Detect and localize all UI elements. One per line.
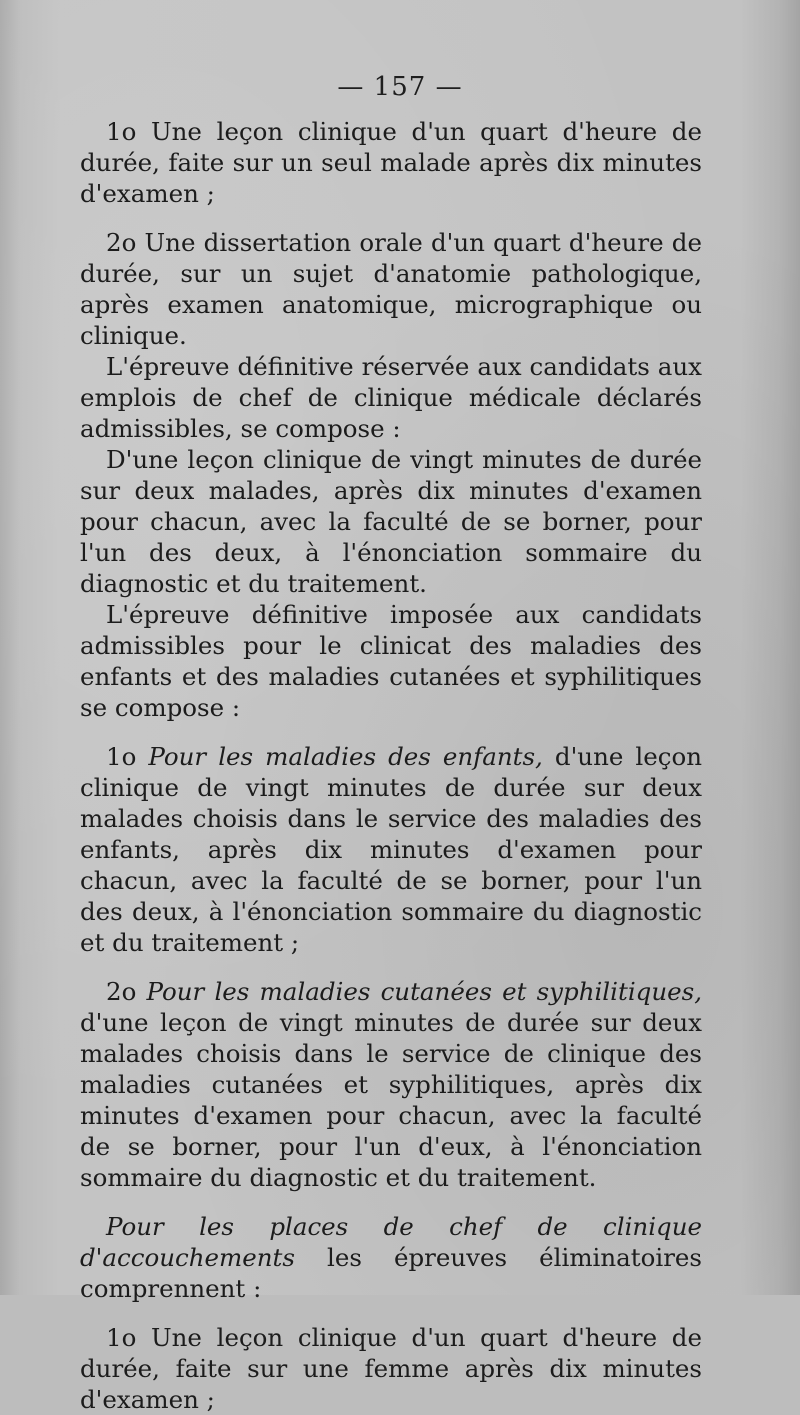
italic-heading: Pour les maladies des enfants, <box>148 742 543 771</box>
page-number: — 157 — <box>337 72 463 102</box>
paragraph: 1o Une leçon clinique d'un quart d'heure de durée, faite sur un seul malade après dix minutes d'examen ; <box>80 117 702 208</box>
paragraph: L'épreuve définitive imposée aux candidats admissibles pour le clinicat des maladies des enfants et des maladies cutanées et syphilitiques se compose : <box>80 600 702 722</box>
body-text <box>80 116 702 1415</box>
paragraph: 2o Une dissertation orale d'un quart d'heure de durée, sur un sujet d'anatomie pathologique, après examen anatomique, micrographique ou clinique. <box>80 228 702 350</box>
italic-heading: Pour les maladies cutanées et syphilitiques, <box>146 977 702 1006</box>
paragraph: 2o Pour les maladies cutanées et syphilitiques, d'une leçon de vingt minutes de durée sur deux malades choisis dans le service de clinique des maladies cutanées et syphilitiques, après dix minutes d'examen pour chacun, avec la faculté de se borner, pour l'un d'eux, à l'énonciation sommaire du diagnostic et du traitement. <box>80 977 702 1192</box>
paragraph: D'une leçon clinique de vingt minutes de durée sur deux malades, après dix minutes d'examen pour chacun, avec la faculté de se borner, pour l'un des deux, à l'énonciation sommaire du diagnostic et du traitement. <box>80 445 702 598</box>
paragraph: Pour les places de chef de clinique d'accouchements les épreuves éliminatoires comprennent : <box>80 1212 702 1303</box>
paragraph: L'épreuve définitive réservée aux candidats aux emplois de chef de clinique médicale déclarés admissibles, se compose : <box>80 352 702 443</box>
paragraph: 1o Une leçon clinique d'un quart d'heure de durée, faite sur une femme après dix minutes d'examen ; <box>80 1323 702 1414</box>
paragraph: 1o Pour les maladies des enfants, d'une leçon clinique de vingt minutes de durée sur deux malades choisis dans le service des maladies des enfants, après dix minutes d'examen pour chacun, avec la faculté de se borner, pour l'un des deux, à l'énonciation sommaire du diagnostic et du traitement ; <box>80 742 702 957</box>
italic-heading: Pour les places de chef de clinique d'accouchements <box>80 1212 702 1272</box>
